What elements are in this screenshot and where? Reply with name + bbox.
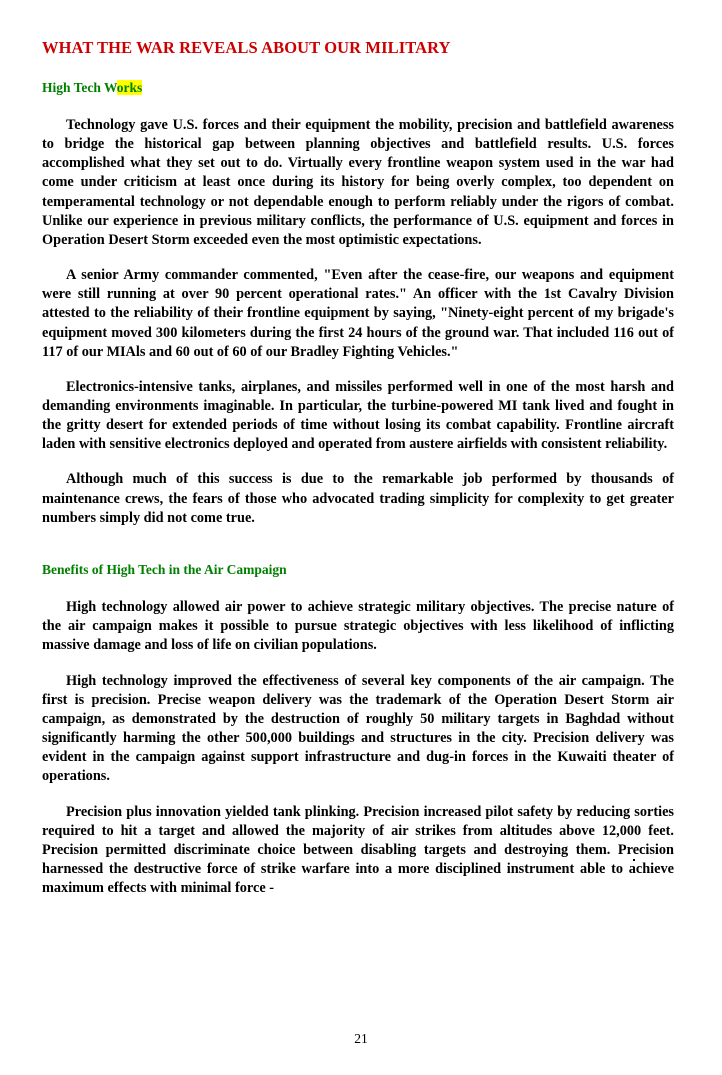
stray-mark [633, 859, 635, 861]
paragraph: Technology gave U.S. forces and their equipment the mobility, precision and battlefield awareness to bridge the historical gap between planning objectives and battlefield results. U.S. forces accomplished what they set out to do. Virtually every frontline weapon system used in the war had come under criticism at least once during its history for being overly complex, too dependent on temperamental technology or not dependable enough to perform reliably under the rigors of combat. Unlike our experience in previous military conflicts, the performance of U.S. equipment and forces in Operation Desert Storm exceeded even the most optimistic expectations. [42, 116, 674, 248]
paragraph: A senior Army commander commented, "Even after the cease-fire, our weapons and equipment were still running at over 90 percent operational rates." An officer with the 1st Cavalry Division attested to the reliability of their frontline equipment by saying, "Ninety-eight percent of my brigade's equipment moved 300 kilometers during the first 24 hours of the ground war. That included 116 out of 117 of our MIAls and 60 out of 60 of our Bradley Fighting Vehicles." [42, 267, 674, 360]
page-title: WHAT THE WAR REVEALS ABOUT OUR MILITARY [42, 38, 451, 57]
paragraph: High technology allowed air power to achieve strategic military objectives. The precise nature of the air campaign makes it possible to pursue strategic objectives with less likelihood of inflicting massive damage and loss of life on civilian populations. [42, 599, 674, 654]
section-heading-text-highlighted: orks [116, 79, 143, 95]
paragraph: High technology improved the effectiveness of several key components of the air campaign. The first is precision. Precise weapon delivery was the trademark of the Operation Desert Storm air campaign, as demonstrated by the destruction of roughly 50 military targets in Baghdad without significantly harming the other 500,000 buildings and structures in the city. Precision delivery was evident in the campaign against support infrastructure and dug-in forces in the Kuwaiti theater of operations. [42, 672, 674, 785]
section-heading-high-tech-works [42, 80, 674, 96]
section-heading-benefits-of-high-tech: Benefits of High Tech in the Air Campaign [42, 561, 287, 577]
section-heading-text-plain: High Tech W [42, 79, 117, 95]
paragraph: Although much of this success is due to the remarkable job performed by thousands of maintenance crews, the fears of those who advocated trading simplicity for complexity to get greater numbers simply did not come true. [42, 471, 674, 526]
page-number: 21 [354, 1031, 368, 1046]
paragraph: Electronics-intensive tanks, airplanes, and missiles performed well in one of the most harsh and demanding environments imaginable. In particular, the turbine-powered MI tank lived and fought in the gritty desert for extended periods of time without losing its combat capability. Frontline aircraft laden with sensitive electronics deployed and operated from austere airfields with consistent reliability. [42, 378, 674, 453]
paragraph: Precision plus innovation yielded tank plinking. Precision increased pilot safety by reducing sorties required to hit a target and allowed the majority of air strikes from altitudes above 12,000 feet. Precision permitted discriminate choice between disabling targets and destroying them. Precision harnessed the destructive force of strike warfare into a more disciplined instrument able to achieve maximum effects with minimal force - [42, 803, 674, 897]
